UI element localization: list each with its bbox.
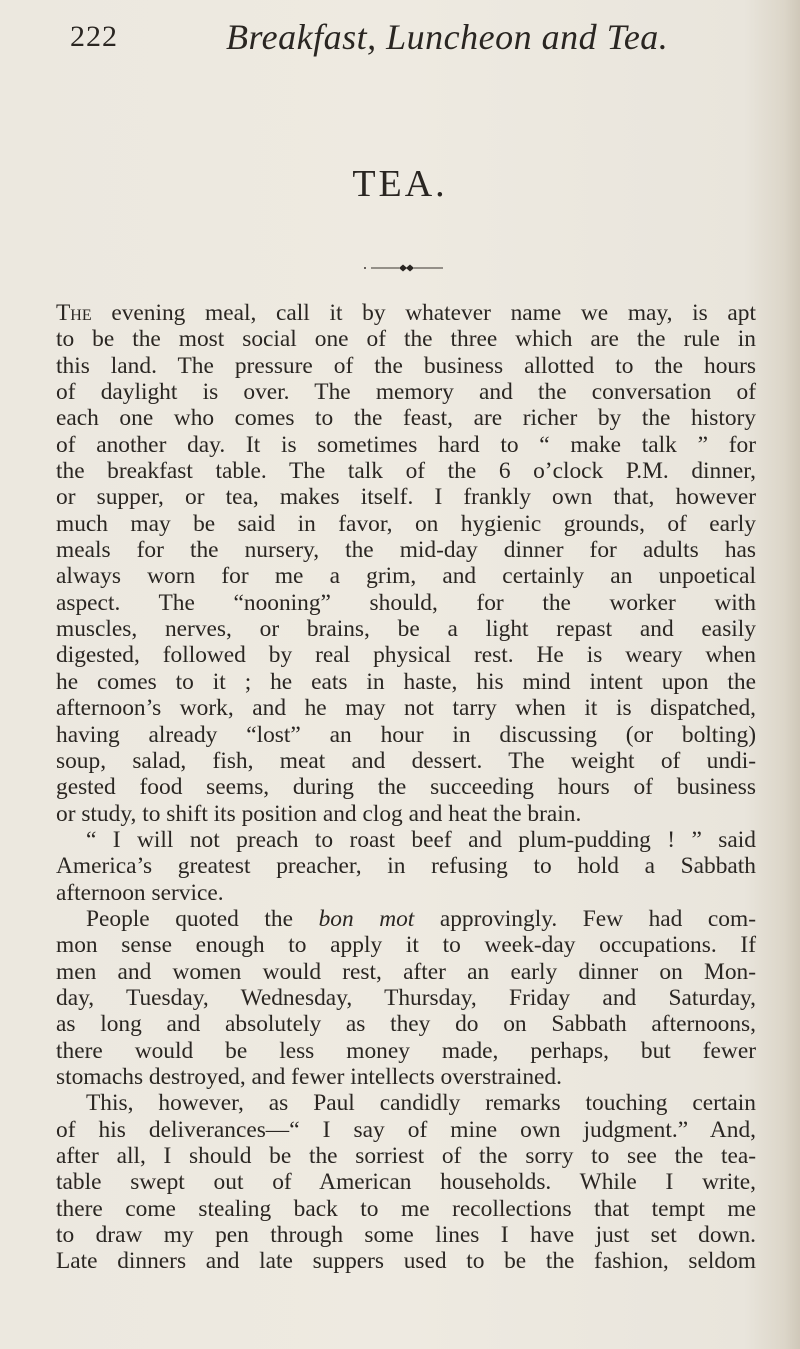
text-line: gested food seems, during the succeeding hours of business [56, 774, 756, 801]
section-title: TEA. [352, 163, 448, 205]
paragraph-4 [56, 1090, 756, 1274]
text-line: muscles, nerves, or brains, be a light repast and easily [56, 616, 756, 643]
text-line: Late dinners and late suppers used to be the fashion, seldom [56, 1248, 756, 1275]
text-line: mon sense enough to apply it to week-day occupations. If [56, 932, 756, 959]
page-header [58, 16, 738, 60]
text-line: the breakfast table. The talk of the 6 o’clock P.M. dinner, [56, 458, 756, 485]
text-line: of his deliverances—“ I say of mine own judgment.” And, [56, 1116, 756, 1143]
text-line: of another day. It is sometimes hard to “ make talk ” for [56, 431, 756, 458]
text-line: always worn for me a grim, and certainly an unpoetical [56, 563, 756, 590]
text-line [56, 300, 756, 326]
body-text [56, 300, 756, 1275]
text-line: of daylight is over. The memory and the conversation of [56, 379, 756, 406]
paragraph-2 [56, 827, 756, 906]
text-line: America’s greatest preacher, in refusing to hold a Sabbath [56, 853, 756, 880]
text-line: to be the most social one of the three which are the rule in [56, 326, 756, 353]
text-line: having already “lost” an hour in discussing (or bolting) [56, 721, 756, 748]
text-line: after all, I should be the sorriest of the sorry to see the tea- [56, 1143, 756, 1169]
text-line: he comes to it ; he eats in haste, his mind intent upon the [56, 668, 756, 695]
text-line: or supper, or tea, makes itself. I frankly own that, however [56, 484, 756, 511]
running-title: Breakfast, Luncheon and Tea. [226, 17, 669, 57]
paragraph-1 [56, 300, 756, 827]
text-line: table swept out of American households. While I write, [56, 1169, 756, 1196]
text-line: there would be less money made, perhaps, but fewer [56, 1037, 756, 1064]
divider-ornament-icon [363, 263, 445, 273]
text-line: People quoted the bon mot approvingly. Few had com- [86, 905, 756, 932]
text-line: men and women would rest, after an early dinner on Mon- [56, 958, 756, 985]
text-line: afternoon service. [56, 879, 224, 906]
text-line: day, Tuesday, Wednesday, Thursday, Friday and Saturday, [56, 984, 756, 1011]
text-line: “ I will not preach to roast beef and plum-pudding ! ” said [86, 826, 756, 853]
text-line: digested, followed by real physical rest. He is weary when [56, 642, 756, 669]
text-line: This, however, as Paul candidly remarks touching certain [86, 1090, 756, 1117]
text-line: each one who comes to the feast, are richer by the history [56, 405, 756, 432]
italic-phrase: bon mot [318, 905, 415, 932]
page-number: 222 [70, 20, 118, 53]
text-line: or study, to shift its position and clog and heat the brain. [56, 800, 582, 827]
text-line: stomachs destroyed, and fewer intellects overstrained. [56, 1063, 562, 1090]
text-line: afternoon’s work, and he may not tarry when it is dispatched, [56, 695, 756, 722]
line-text: evening meal, call it by whatever name we may, is apt [111, 300, 756, 326]
text-line: as long and absolutely as they do on Sabbath afternoons, [56, 1011, 756, 1038]
text-line: this land. The pressure of the business allotted to the hours [56, 352, 756, 379]
text-line: to draw my pen through some lines I have just set down. [56, 1222, 756, 1249]
text-line: meals for the nursery, the mid-day dinner for adults has [56, 537, 756, 564]
text-line: soup, salad, fish, meat and dessert. The weight of undi- [56, 747, 756, 774]
text-line: aspect. The “nooning” should, for the worker with [56, 589, 756, 616]
drop-word: The [56, 300, 92, 326]
paragraph-3 [56, 906, 756, 1090]
text-line: much may be said in favor, on hygienic grounds, of early [56, 510, 756, 537]
text-line: there come stealing back to me recollections that tempt me [56, 1195, 756, 1222]
